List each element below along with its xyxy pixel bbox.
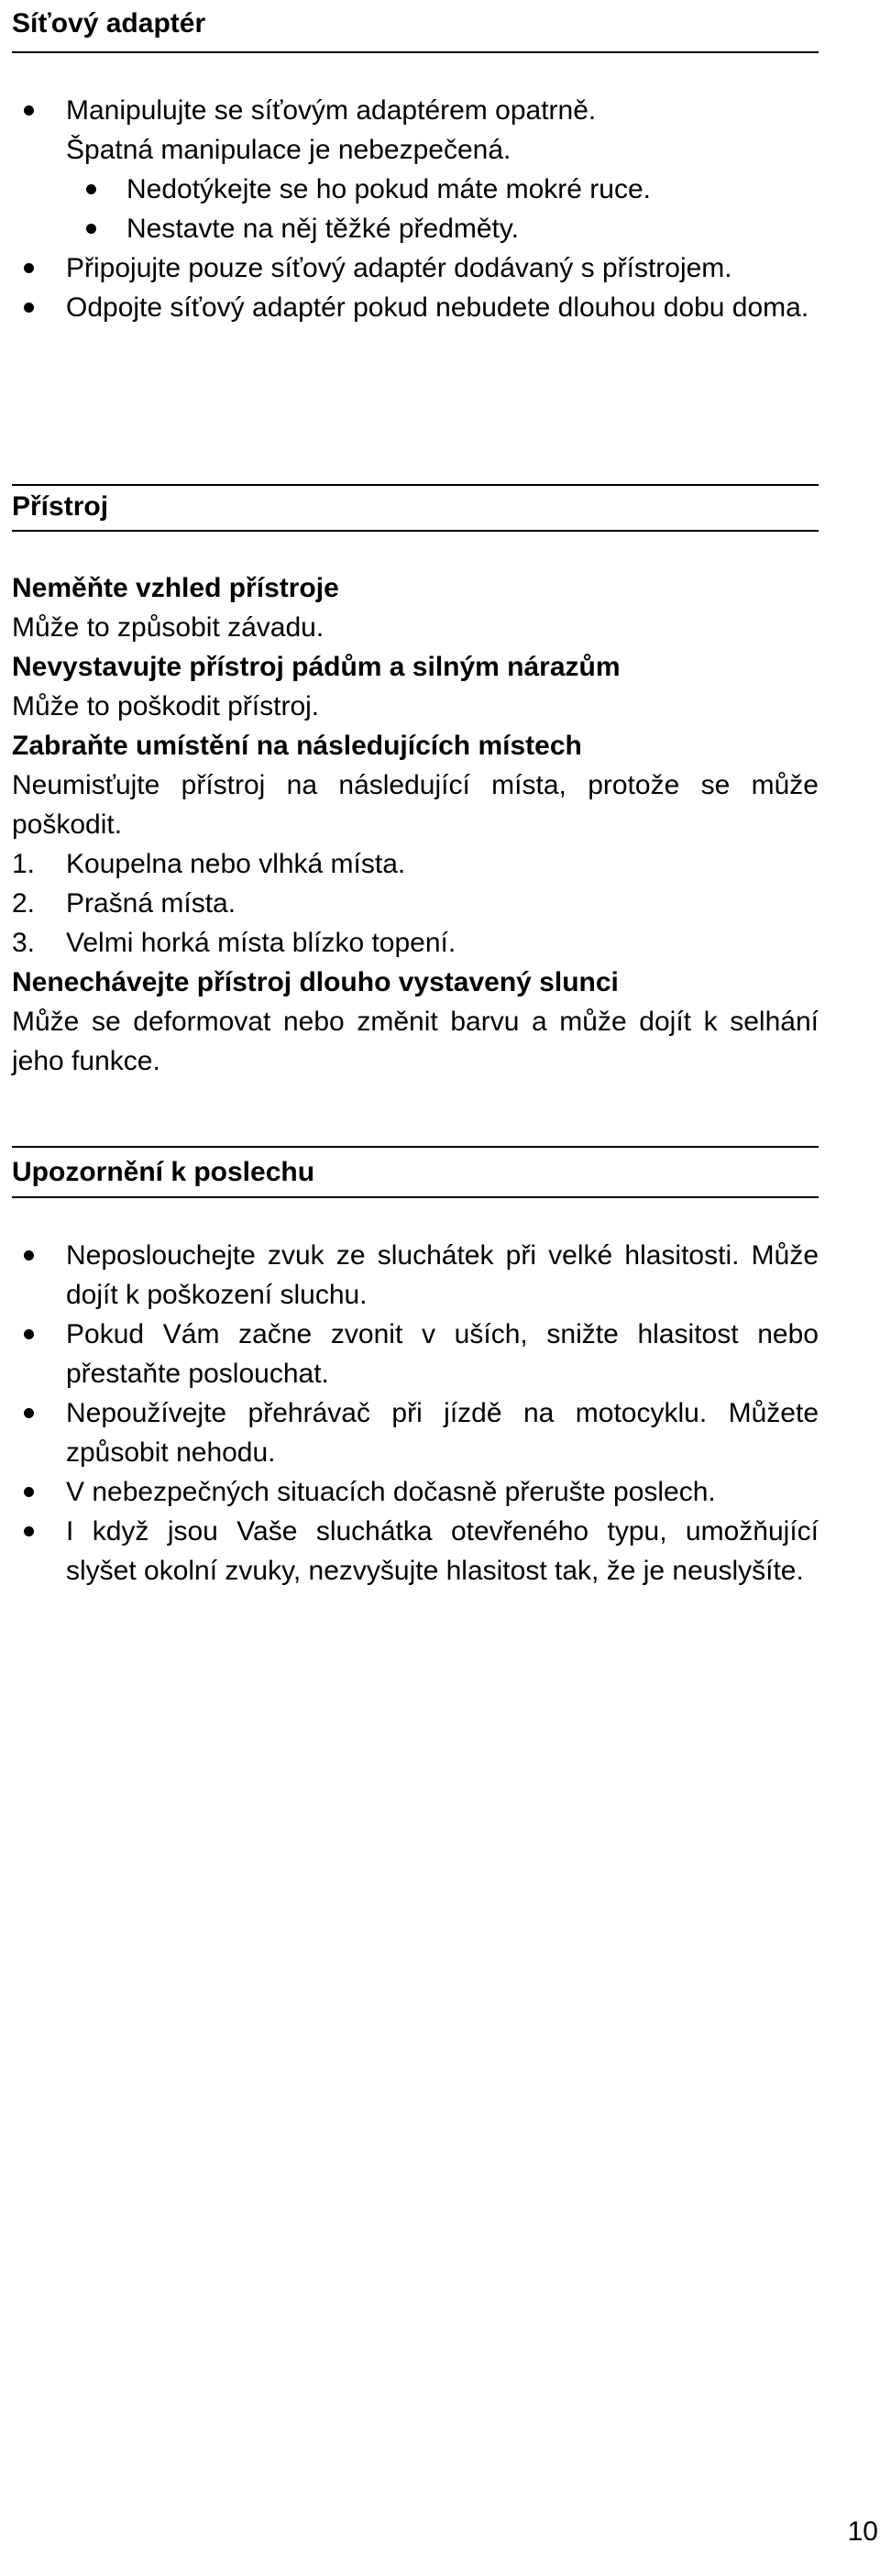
numbered-item <box>12 884 819 923</box>
listening-list <box>12 1236 819 1591</box>
subheading: Nevystavujte přístroj pádům a silným nárazům <box>12 652 621 682</box>
section-rule-adapter <box>12 51 819 53</box>
item-text: Velmi horká místa blízko topení. <box>66 928 456 958</box>
subheading: Zabraňte umístění na následujících místech <box>12 731 582 761</box>
section-rule-listening <box>12 1196 819 1198</box>
section-heading-listening: Upozornění k poslechu <box>12 1157 315 1187</box>
list-item: Pokud Vám začne zvonit v uších, snižte hlasitost nebo přestaňte poslouchat. <box>12 1315 819 1393</box>
item-number: 3. <box>12 928 36 958</box>
device-warnings <box>12 568 819 1081</box>
item-number: 1. <box>12 849 36 879</box>
list-item: Nestavte na něj těžké předměty. <box>12 209 819 248</box>
section-rule-device <box>12 530 819 532</box>
numbered-item <box>12 923 819 963</box>
subheading: Nenechávejte přístroj dlouho vystavený slunci <box>12 967 619 997</box>
paragraph: Může to způsobit závadu. <box>12 612 324 643</box>
section-rule-listening-top <box>12 1146 819 1148</box>
list-item: Odpojte síťový adaptér pokud nebudete dlouhou dobu doma. <box>12 288 819 327</box>
paragraph: Může to poškodit přístroj. <box>12 691 320 721</box>
list-item: I když jsou Vaše sluchátka otevřeného typu, umožňující slyšet okolní zvuky, nezvyšujte hlasitost tak, že je neuslyšíte. <box>12 1512 819 1591</box>
subheading: Neměňte vzhled přístroje <box>12 573 339 603</box>
section-heading-adapter: Síťový adaptér <box>12 8 206 39</box>
paragraph: Může se deformovat nebo změnit barvu a může dojít k selhání jeho funkce. <box>12 1007 819 1076</box>
section-rule-device-top <box>12 484 819 486</box>
paragraph: Neumisťujte přístroj na následující místa, protože se může poškodit. <box>12 770 819 840</box>
item-text: Koupelna nebo vlhká místa. <box>66 849 406 879</box>
list-item: V nebezpečných situacích dočasně přerušte poslech. <box>12 1472 819 1512</box>
numbered-item <box>12 844 819 884</box>
item-text: Prašná místa. <box>66 888 236 919</box>
list-item: Manipulujte se síťovým adaptérem opatrně. <box>12 91 819 130</box>
list-item: Špatná manipulace je nebezpečená. <box>66 135 512 165</box>
list-item: Neposlouchejte zvuk ze sluchátek při velké hlasitosti. Může dojít k poškození sluchu. <box>12 1236 819 1315</box>
section-heading-device: Přístroj <box>12 491 109 522</box>
list-item: Nepoužívejte přehrávač při jízdě na motocyklu. Můžete způsobit nehodu. <box>12 1393 819 1472</box>
page-number: 10 <box>847 2516 878 2547</box>
adapter-list <box>12 91 819 327</box>
list-item: Nedotýkejte se ho pokud máte mokré ruce. <box>12 170 819 209</box>
item-number: 2. <box>12 888 36 919</box>
list-item: Připojujte pouze síťový adaptér dodávaný s přístrojem. <box>12 248 819 288</box>
